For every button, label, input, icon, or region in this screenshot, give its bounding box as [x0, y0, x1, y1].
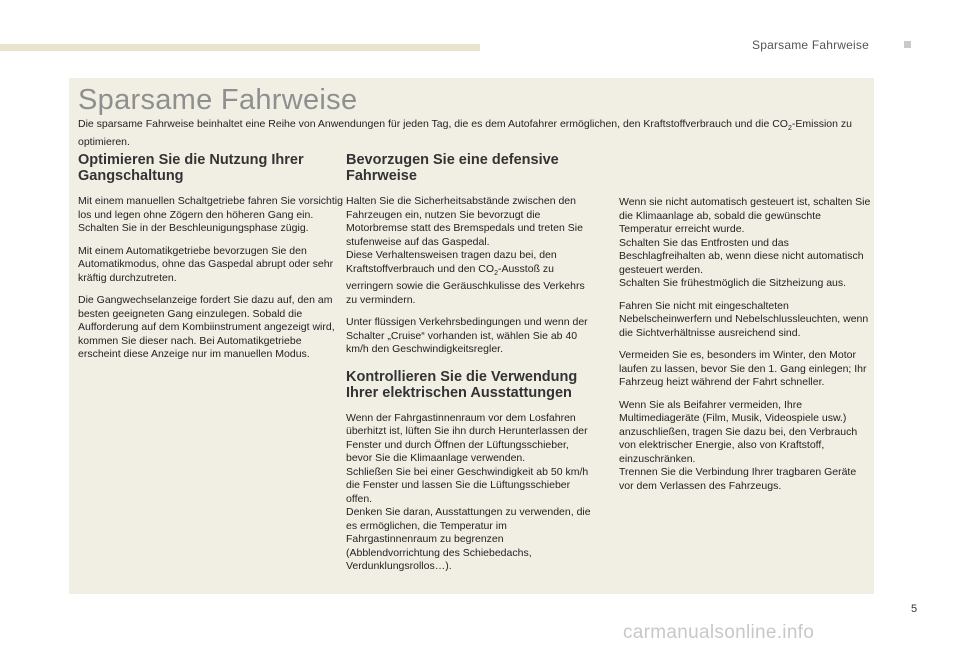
paragraph-engine-idle: Vermeiden Sie es, besonders im Winter, den Motor laufen zu lassen, bevor Sie den 1. Gang einlegen; Ihr Fahrzeug heizt während der Fahrt schneller.	[619, 349, 867, 388]
watermark: carmanualsonline.info	[623, 622, 815, 643]
running-title: Sparsame Fahrweise	[752, 38, 869, 52]
column-gear-shifting	[78, 152, 343, 371]
column-electrical-tips	[619, 196, 871, 502]
paragraph-cruise-control: Unter flüssigen Verkehrsbedingungen und wenn der Schalter „Cruise“ vorhanden ist, wählen Sie ab 40 km/h den Geschwindigkeitsregler.	[346, 316, 588, 356]
paragraph-fog-lights: Fahren Sie nicht mit eingeschalteten Nebelscheinwerfern und Nebelschlussleuchten, wenn die Sichtverhältnisse ausreichend sind.	[619, 299, 869, 339]
paragraph-safety-distance: Halten Sie die Sicherheitsabstände zwischen den Fahrzeugen ein, nutzen Sie bevorzugt die Motorbremse statt des Bremspedals und treten Sie stufenweise auf das Gaspedal. Diese Verhaltensweisen tragen dazu bei, den Kraftstoffverbrauch und den $CO_2$-Ausstoß zu verringern sowie die Geräuschkulisse des Verkehrs zu vermindern.	[346, 195, 585, 306]
section-heading-electrical: Kontrollieren Sie die Verwendung Ihrer elektrischen Ausstattungen	[346, 368, 578, 401]
section-heading-defensive: Bevorzugen Sie eine defensive Fahrweise	[346, 152, 559, 184]
intro-paragraph: Die sparsame Fahrweise beinhaltet eine Reihe von Anwendungen für jeden Tag, die es dem Autofahrer ermöglichen, den Kraftstoffverbrauch und die $CO_2$-Emission zu optimieren.	[78, 118, 852, 148]
paragraph-multimedia: Wenn Sie als Beifahrer vermeiden, Ihre Multimediageräte (Film, Musik, Videospiele usw.) anzuschließen, tragen Sie dazu bei, den Verbrauch von elektrischer Energie, also von Kraftstoff, einzuschränken. Trennen Sie die Verbindung Ihrer tragbaren Geräte vor dem Verlassen des Fahrzeugs.	[619, 398, 858, 492]
paragraph-manual-gearbox: Mit einem manuellen Schaltgetriebe fahren Sie vorsichtig los und legen ohne Zögern den höheren Gang ein. Schalten Sie in der Beschleunigungsphase zügig.	[78, 195, 343, 234]
paragraph-automatic-gearbox: Mit einem Automatikgetriebe bevorzugen Sie den Automatikmodus, ohne das Gaspedal abrupt oder sehr kräftig durchzutreten.	[78, 244, 334, 284]
column-defensive-driving	[346, 152, 596, 583]
page-title: Sparsame Fahrweise	[78, 84, 358, 116]
paragraph-air-conditioning: Wenn sie nicht automatisch gesteuert ist, schalten Sie die Klimaanlage ab, sobald die gewünschte Temperatur erreicht wurde. Schalten Sie das Entfrosten und das Beschlagfreihalten ab, wenn diese nicht automatisch gesteuert werden. Schalten Sie frühestmöglich die Sitzheizung aus.	[619, 196, 871, 289]
page-number: 5	[911, 603, 918, 615]
header-accent-bar	[0, 44, 480, 51]
paragraph-ventilation: Wenn der Fahrgastinnenraum vor dem Losfahren überhitzt ist, lüften Sie ihn durch Herunterlassen der Fenster und durch Öffnen der Lüftungsschieber, bevor Sie die Klimaanlage verwenden. Schließen Sie bei einer Geschwindigkeit ab 50 km/h die Fenster und lassen Sie die Lüftungsschieber offen. Denken Sie daran, Ausstattungen zu verwenden, die es ermöglichen, die Temperatur im Fahrgastinnenraum zu begrenzen (Abblendvorrichtung des Schiebedachs, Verdunklungsrollos…).	[346, 411, 591, 573]
header-square-marker	[904, 41, 911, 48]
content-panel	[69, 78, 874, 594]
section-heading-gear: Optimieren Sie die Nutzung Ihrer Gangschaltung	[78, 152, 304, 184]
paragraph-gear-indicator: Die Gangwechselanzeige fordert Sie dazu auf, den am besten geeigneten Gang einzulegen. Sobald die Aufforderung auf dem Kombiinstrument angezeigt wird, kommen Sie dieser nach. Bei Automatikgetriebe erscheint diese Anzeige nur im manuellen Modus.	[78, 294, 335, 360]
